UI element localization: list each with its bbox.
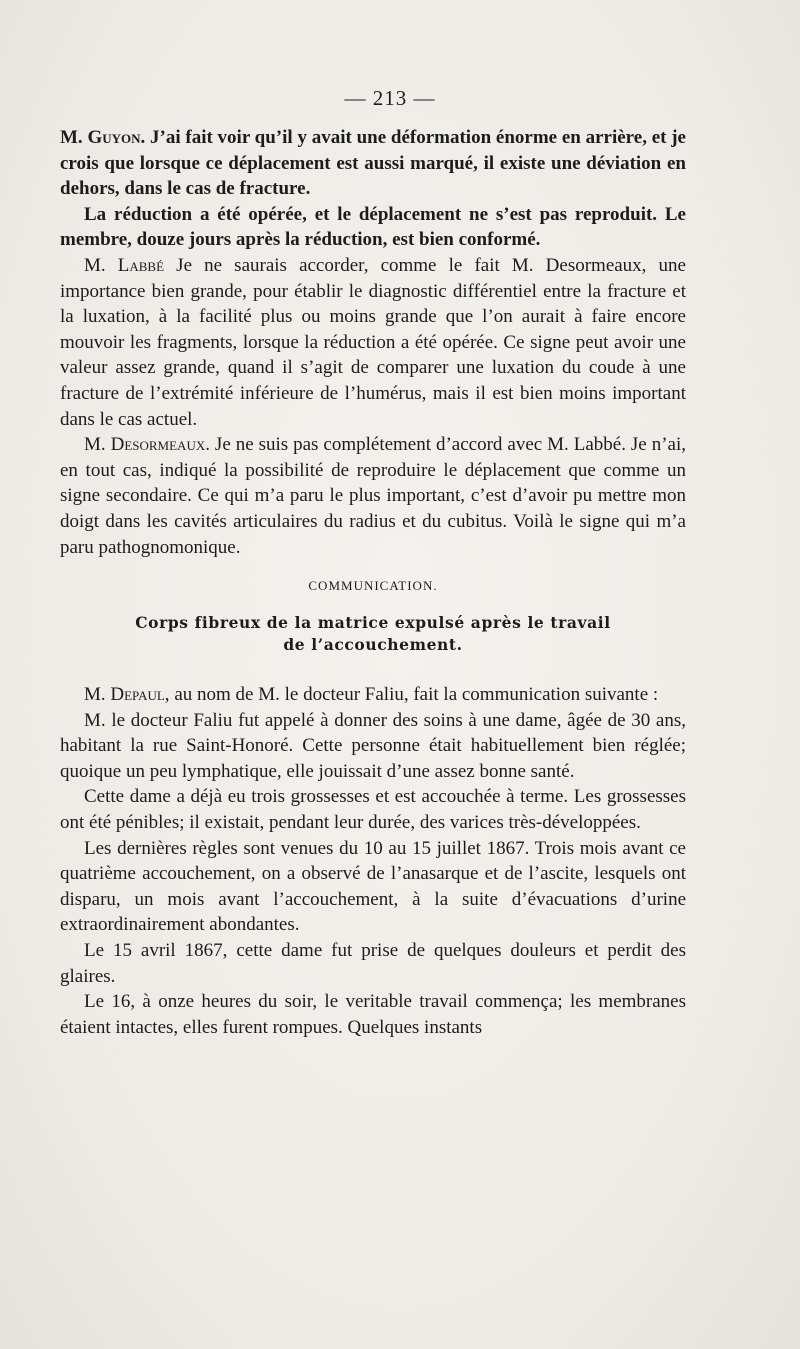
paragraph	[60, 784, 686, 835]
paragraph-labbe	[60, 253, 686, 432]
paragraph-text: Le 15 avril 1867, cette dame fut prise de quelques douleurs et perdit des glaires.	[60, 940, 686, 987]
section-title	[60, 612, 686, 656]
speaker-name: M. Guyon.	[60, 127, 146, 148]
paragraph	[60, 938, 686, 989]
paragraph-text: Cette dame a déjà eu trois grossesses et est accouchée à terme. Les grossesses ont été pénibles; il existait, pendant leur durée, des varices très-développées.	[60, 786, 686, 834]
speaker-name: M. Desormeaux.	[84, 434, 210, 456]
paragraph-text: M. le docteur Faliu fut appelé à donner des soins à une dame, âgée de 30 ans, habitant la rue Saint-Honoré. Cette personne était habituellement bien réglée; quoique un peu lymphatique, elle jouissait d’une assez bonne santé.	[60, 709, 686, 782]
paragraph-text: Le 16, à onze heures du soir, le veritable travail commença; les membranes étaient intactes, elles furent rompues. Quelques instants	[60, 991, 686, 1038]
section-title-line: de l’accouchement.	[283, 635, 463, 655]
paragraph-text: au nom de M. le docteur Faliu, fait la communication suivante :	[169, 684, 659, 706]
paragraph-text: Je ne suis pas complétement d’accord avec M. Labbé. Je n’ai, en tout cas, indiqué la possibilité de reproduire le déplacement que comme un signe secondaire. Ce qui m’a paru le plus important, c’est d’avoir pu mettre mon doigt dans les cavités articulaires du radius et du cubitus. Voilà le signe qui m’a paru pathognomonique.	[60, 434, 686, 558]
paragraph	[60, 708, 686, 785]
paragraph-text: La réduction a été opérée, et le déplacement ne s’est pas reproduit. Le membre, douze jours après la réduction, est bien conformé.	[60, 203, 686, 251]
section-label: COMMUNICATION.	[308, 578, 438, 594]
paragraph-text: J’ai fait voir qu’il y avait une déformation énorme en arrière, et je crois que lorsque ce déplacement est aussi marqué, il existe une déviation en dehors, dans le cas de fracture.	[60, 127, 686, 200]
paragraph-depaul	[60, 682, 686, 708]
paragraph	[60, 989, 686, 1040]
speaker-name: M. Depaul,	[84, 684, 170, 706]
paragraph	[60, 836, 686, 938]
paragraph-desormeaux	[60, 432, 686, 560]
speaker-name: M. Labbé	[84, 254, 165, 276]
section-title-line: Corps fibreux de la matrice expulsé après le travail	[135, 613, 611, 633]
page-content	[60, 86, 686, 1040]
page-number: — 213 —	[344, 86, 436, 110]
paragraph-text: Les dernières règles sont venues du 10 au 15 juillet 1867. Trois mois avant ce quatrième accouchement, on a observé de l’anasarque et de l’ascite, lesquels ont disparu, un mois avant l’accouchement, à la suite d’évacuations d’urine extraordinairement abondantes.	[60, 837, 686, 936]
paragraph-text: Je ne saurais accorder, comme le fait M. Desormeaux, une importance bien grande, pour établir le diagnostic différentiel entre la fracture et la luxation, à la facilité plus ou moins grande que l’on aurait à faire encore mouvoir les fragments, lorsque la réduction a été opérée. Ce signe peut avoir une valeur assez grande, quand il s’agit de comparer une luxation du coude à une fracture de l’extrémité inférieure de l’humérus, mais il est bien moins important dans le cas actuel.	[60, 254, 686, 430]
paragraph-guyon	[60, 125, 686, 202]
paragraph-reduction	[60, 202, 686, 253]
